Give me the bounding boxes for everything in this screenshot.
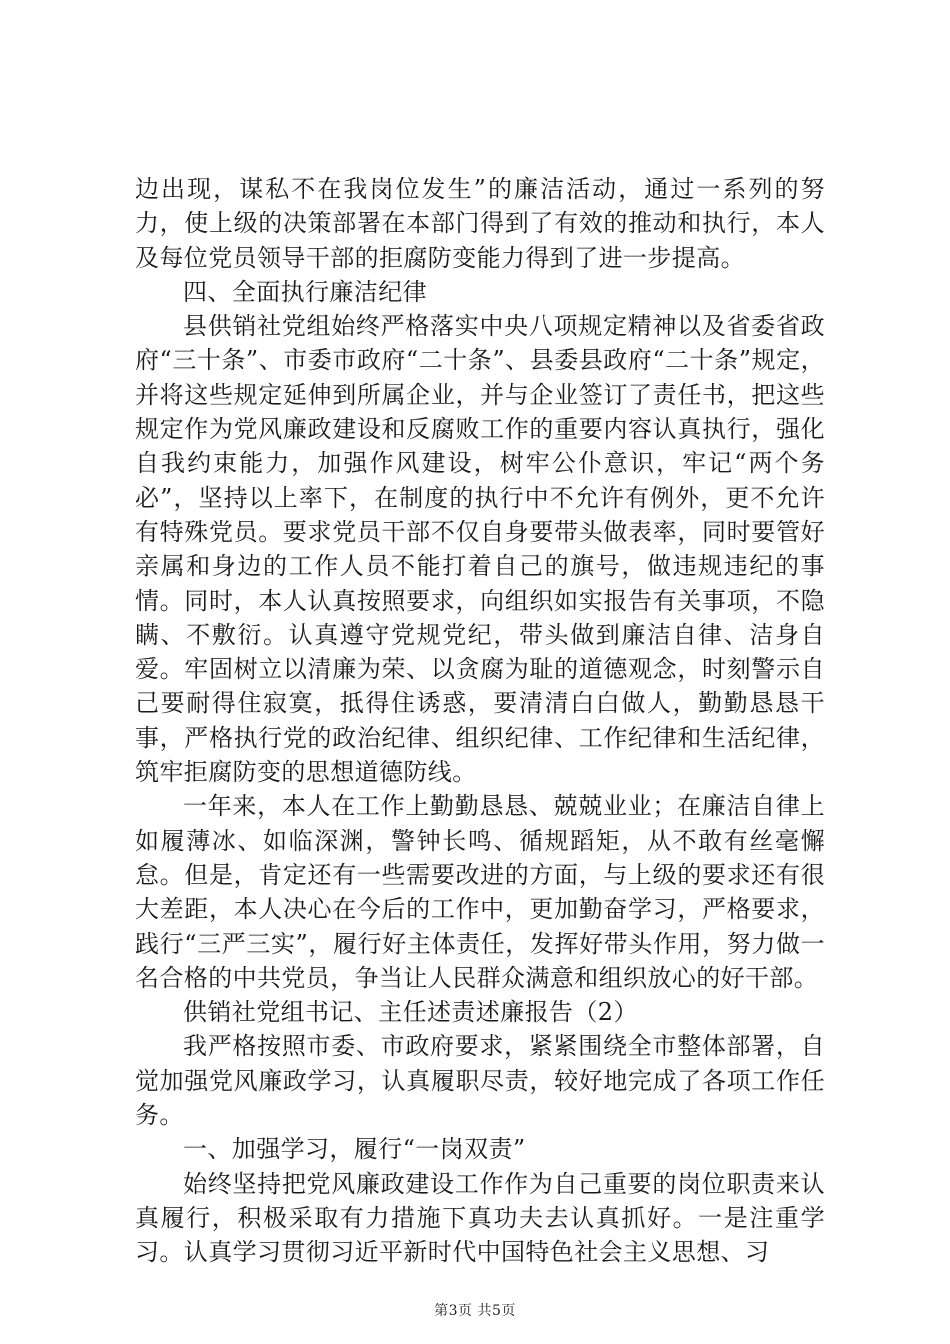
paragraph-summary: 一年来，本人在工作上勤勤恳恳、兢兢业业；在廉洁自律上如履薄冰、如临深渊，警钟长鸣、循规蹈矩，从不敢有丝毫懈怠。但是，肯定还有一些需要改进的方面，与上级的要求还有很大差距，本人决心在今后的工作中，更加勤奋学习，严格要求，践行“三严三实”，履行好主体责任，发挥好带头作用，努力做一名合格的中共党员，争当让人民群众满意和组织放心的好干部。: [135, 792, 825, 992]
paragraph-discipline: 县供销社党组始终严格落实中央八项规定精神以及省委省政府“三十条”、市委市政府“二十条”、县委县政府“二十条”规定，并将这些规定延伸到所属企业，并与企业签订了责任书，把这些规定作为党风廉政建设和反腐败工作的重要内容认真执行，强化自我约束能力，加强作风建设，树牢公仆意识，牢记“两个务必”，坚持以上率下，在制度的执行中不允许有例外，更不允许有特殊党员。要求党员干部不仅自身要带头做表率，同时要管好亲属和身边的工作人员不能打着自己的旗号，做违规违纪的事情。同时，本人认真按照要求，向组织如实报告有关事项，不隐瞒、不敷衍。认真遵守党规党纪，带头做到廉洁自律、洁身自爱。牢固树立以清廉为荣、以贪腐为耻的道德观念，时刻警示自己要耐得住寂寞，抵得住诱惑，要清清白白做人，勤勤恳恳干事，严格执行党的政治纪律、组织纪律、工作纪律和生活纪律，筑牢拒腐防变的思想道德防线。: [135, 312, 825, 787]
page-number-footer: 第3页 共5页: [434, 1303, 516, 1319]
paragraph-intro: 我严格按照市委、市政府要求，紧紧围绕全市整体部署，自觉加强党风廉政学习，认真履职尽责，较好地完成了各项工作任务。: [135, 1032, 825, 1130]
section-heading-4: 四、全面执行廉洁纪律: [183, 277, 427, 306]
paragraph-continuation: 边出现，谋私不在我岗位发生”的廉洁活动，通过一系列的努力，使上级的决策部署在本部门得到了有效的推动和执行，本人及每位党员领导干部的拒腐防变能力得到了进一步提高。: [135, 175, 825, 272]
paragraph-study: 始终坚持把党风廉政建设工作作为自己重要的岗位职责来认真履行，积极采取有力措施下真功夫去认真抓好。一是注重学习。认真学习贯彻习近平新时代中国特色社会主义思想、习: [135, 1169, 825, 1267]
report-title-2: 供销社党组书记、主任述责述廉报告（2）: [183, 998, 638, 1027]
document-body: [135, 172, 825, 1270]
section-heading-1: 一、加强学习，履行“一岗双责”: [183, 1135, 526, 1164]
